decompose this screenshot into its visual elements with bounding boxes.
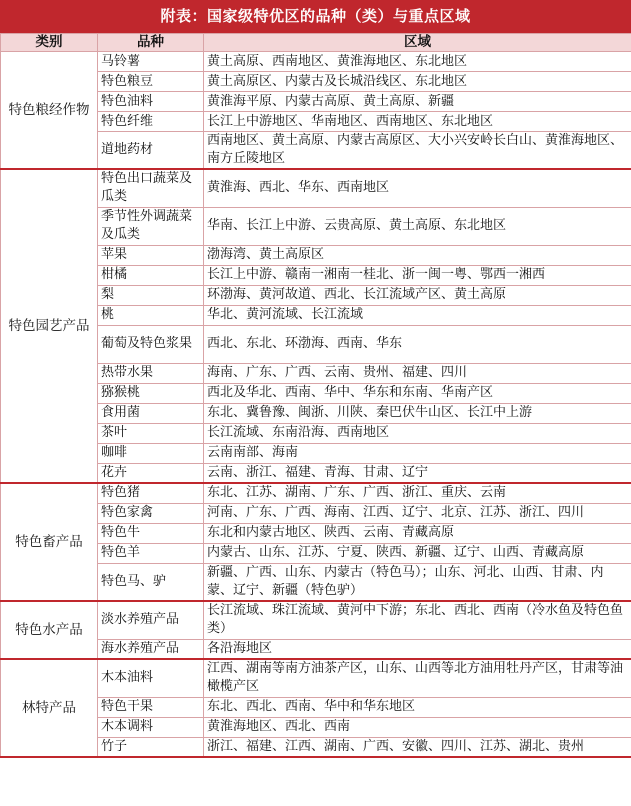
variety-cell: 特色粮豆 (98, 72, 204, 92)
header-category: 类别 (1, 34, 98, 52)
region-cell: 江西、湖南等南方油茶产区，山东、山西等北方油用牡丹产区，甘肃等油橄榄产区 (204, 659, 631, 697)
variety-cell: 茶叶 (98, 423, 204, 443)
header-variety: 品种 (98, 34, 204, 52)
region-cell: 黄淮海地区、西北、西南 (204, 717, 631, 737)
variety-cell: 梨 (98, 285, 204, 305)
region-cell: 长江上中游、赣南一湘南一桂北、浙一闽一粤、鄂西一湘西 (204, 265, 631, 285)
table-row (1, 659, 631, 697)
region-table (0, 33, 631, 758)
variety-cell: 热带水果 (98, 363, 204, 383)
region-cell: 西北、东北、环渤海、西南、华东 (204, 325, 631, 363)
region-cell: 黄土高原、西南地区、黄淮海地区、东北地区 (204, 52, 631, 72)
variety-cell: 猕猴桃 (98, 383, 204, 403)
region-cell: 长江流域、珠江流域、黄河中下游；东北、西北、西南（冷水鱼及特色鱼类） (204, 601, 631, 639)
header-region: 区域 (204, 34, 631, 52)
region-cell: 东北、西北、西南、华中和华东地区 (204, 697, 631, 717)
region-cell: 东北、冀鲁豫、闽浙、川陕、秦巴伏牛山区、长江中上游 (204, 403, 631, 423)
table-title: 附表：国家级特优区的品种（类）与重点区域 (0, 0, 631, 33)
table-row (1, 601, 631, 639)
variety-cell: 特色猪 (98, 483, 204, 503)
variety-cell: 木本油料 (98, 659, 204, 697)
variety-cell: 道地药材 (98, 132, 204, 170)
category-cell: 特色园艺产品 (1, 169, 98, 483)
variety-cell: 特色牛 (98, 523, 204, 543)
region-cell: 浙江、福建、江西、湖南、广西、安徽、四川、江苏、湖北、贵州 (204, 737, 631, 757)
variety-cell: 特色羊 (98, 543, 204, 563)
header-row (1, 34, 631, 52)
variety-cell: 季节性外调蔬菜及瓜类 (98, 207, 204, 245)
region-cell: 黄淮海、西北、华东、西南地区 (204, 169, 631, 207)
variety-cell: 柑橘 (98, 265, 204, 285)
variety-cell: 木本调料 (98, 717, 204, 737)
region-cell: 海南、广东、广西、云南、贵州、福建、四川 (204, 363, 631, 383)
region-cell: 环渤海、黄河故道、西北、长江流域产区、黄土高原 (204, 285, 631, 305)
variety-cell: 食用菌 (98, 403, 204, 423)
variety-cell: 桃 (98, 305, 204, 325)
region-cell: 内蒙古、山东、江苏、宁夏、陕西、新疆、辽宁、山西、青藏高原 (204, 543, 631, 563)
variety-cell: 葡萄及特色浆果 (98, 325, 204, 363)
category-cell: 林特产品 (1, 659, 98, 757)
region-cell: 华北、黄河流域、长江流域 (204, 305, 631, 325)
table-body (1, 52, 631, 758)
region-cell: 东北和内蒙古地区、陕西、云南、青藏高原 (204, 523, 631, 543)
variety-cell: 特色油料 (98, 92, 204, 112)
region-cell: 长江流域、东南沿海、西南地区 (204, 423, 631, 443)
variety-cell: 特色出口蔬菜及瓜类 (98, 169, 204, 207)
variety-cell: 咖啡 (98, 443, 204, 463)
variety-cell: 海水养殖产品 (98, 639, 204, 659)
variety-cell: 花卉 (98, 463, 204, 483)
region-cell: 渤海湾、黄土高原区 (204, 245, 631, 265)
region-cell: 河南、广东、广西、海南、江西、辽宁、北京、江苏、浙江、四川 (204, 503, 631, 523)
variety-cell: 苹果 (98, 245, 204, 265)
variety-cell: 马铃薯 (98, 52, 204, 72)
table-row (1, 52, 631, 72)
region-cell: 各沿海地区 (204, 639, 631, 659)
variety-cell: 特色马、驴 (98, 563, 204, 601)
region-cell: 东北、江苏、湖南、广东、广西、浙江、重庆、云南 (204, 483, 631, 503)
region-cell: 华南、长江上中游、云贵高原、黄土高原、东北地区 (204, 207, 631, 245)
table-row (1, 169, 631, 207)
region-cell: 云南南部、海南 (204, 443, 631, 463)
category-cell: 特色畜产品 (1, 483, 98, 601)
region-cell: 西北及华北、西南、华中、华东和东南、华南产区 (204, 383, 631, 403)
region-cell: 新疆、广西、山东、内蒙古（特色马）；山东、河北、山西、甘肃、内蒙、辽宁、新疆（特色驴） (204, 563, 631, 601)
region-cell: 长江上中游地区、华南地区、西南地区、东北地区 (204, 112, 631, 132)
region-cell: 黄土高原区、内蒙古及长城沿线区、东北地区 (204, 72, 631, 92)
region-cell: 云南、浙江、福建、青海、甘肃、辽宁 (204, 463, 631, 483)
category-cell: 特色粮经作物 (1, 52, 98, 170)
variety-cell: 特色家禽 (98, 503, 204, 523)
variety-cell: 特色干果 (98, 697, 204, 717)
variety-cell: 竹子 (98, 737, 204, 757)
region-cell: 黄淮海平原、内蒙古高原、黄土高原、新疆 (204, 92, 631, 112)
region-cell: 西南地区、黄土高原、内蒙古高原区、大小兴安岭长白山、黄淮海地区、南方丘陵地区 (204, 132, 631, 170)
category-cell: 特色水产品 (1, 601, 98, 659)
table-row (1, 483, 631, 503)
variety-cell: 淡水养殖产品 (98, 601, 204, 639)
variety-cell: 特色纤维 (98, 112, 204, 132)
